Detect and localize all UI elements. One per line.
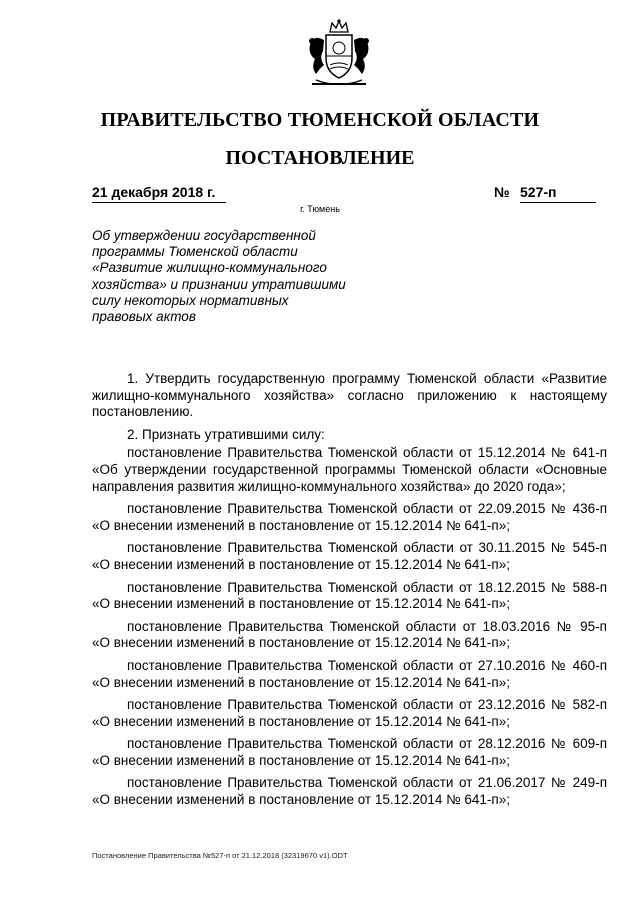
document-number [494, 184, 598, 203]
repealed-act: постановление Правительства Тюменской области от 18.12.2015 № 588-п «О внесении изменений в постановление от 15.12.2014 № 641-п»; [92, 579, 607, 612]
page-footer: Постановление Правительства №527-п от 21.12.2018 (32319670 v1).ODT [92, 851, 348, 860]
government-title: ПРАВИТЕЛЬСТВО ТЮМЕНСКОЙ ОБЛАСТИ [100, 109, 540, 131]
document-date: 21 декабря 2018 г. [92, 184, 226, 203]
repealed-act: постановление Правительства Тюменской области от 18.03.2016 № 95-п «О внесении изменений в постановление от 15.12.2014 № 641-п»; [92, 618, 607, 651]
repealed-act: постановление Правительства Тюменской области от 27.10.2016 № 460-п «О внесении изменений в постановление от 15.12.2014 № 641-п»; [92, 657, 607, 690]
repealed-act: постановление Правительства Тюменской области от 21.06.2017 № 249-п «О внесении изменений в постановление от 15.12.2014 № 641-п»; [92, 775, 607, 808]
document-city: г. Тюмень [300, 204, 340, 214]
repealed-act: постановление Правительства Тюменской области от 23.12.2016 № 582-п «О внесении изменений в постановление от 15.12.2014 № 641-п»; [92, 697, 607, 729]
coat-of-arms-icon [299, 18, 379, 96]
document-type: ПОСТАНОВЛЕНИЕ [225, 147, 415, 169]
number-sign: № [494, 184, 510, 200]
number-value: 527-п [520, 184, 596, 203]
repealed-act: постановление Правительства Тюменской области от 30.11.2015 № 545-п «О внесении изменений в постановление от 15.12.2014 № 641-п»; [92, 540, 607, 572]
item-2: 2. Признать утратившими силу: [127, 426, 325, 442]
repealed-act: постановление Правительства Тюменской области от 22.09.2015 № 436-п «О внесении изменений в постановление от 15.12.2014 № 641-п»; [92, 501, 607, 533]
document-body [92, 371, 607, 815]
document-subject: Об утверждении государственной программы Тюменской области «Развитие жилищно-коммунального хозяйства» и признании утратившими силу некоторых нормативных правовых актов [92, 228, 346, 325]
item-1: 1. Утвердить государственную программу Тюменской области «Развитие жилищно-коммунального хозяйства» согласно приложению к настоящему постановлению. [92, 371, 607, 420]
repealed-act: постановление Правительства Тюменской области от 28.12.2016 № 609-п «О внесении изменений в постановление от 15.12.2014 № 641-п»; [92, 736, 607, 768]
repealed-act: постановление Правительства Тюменской области от 15.12.2014 № 641-п «Об утверждении государственной программы Тюменской области «Основные направления развития жилищно-коммунального хозяйства» до 2020 года»; [92, 445, 607, 494]
